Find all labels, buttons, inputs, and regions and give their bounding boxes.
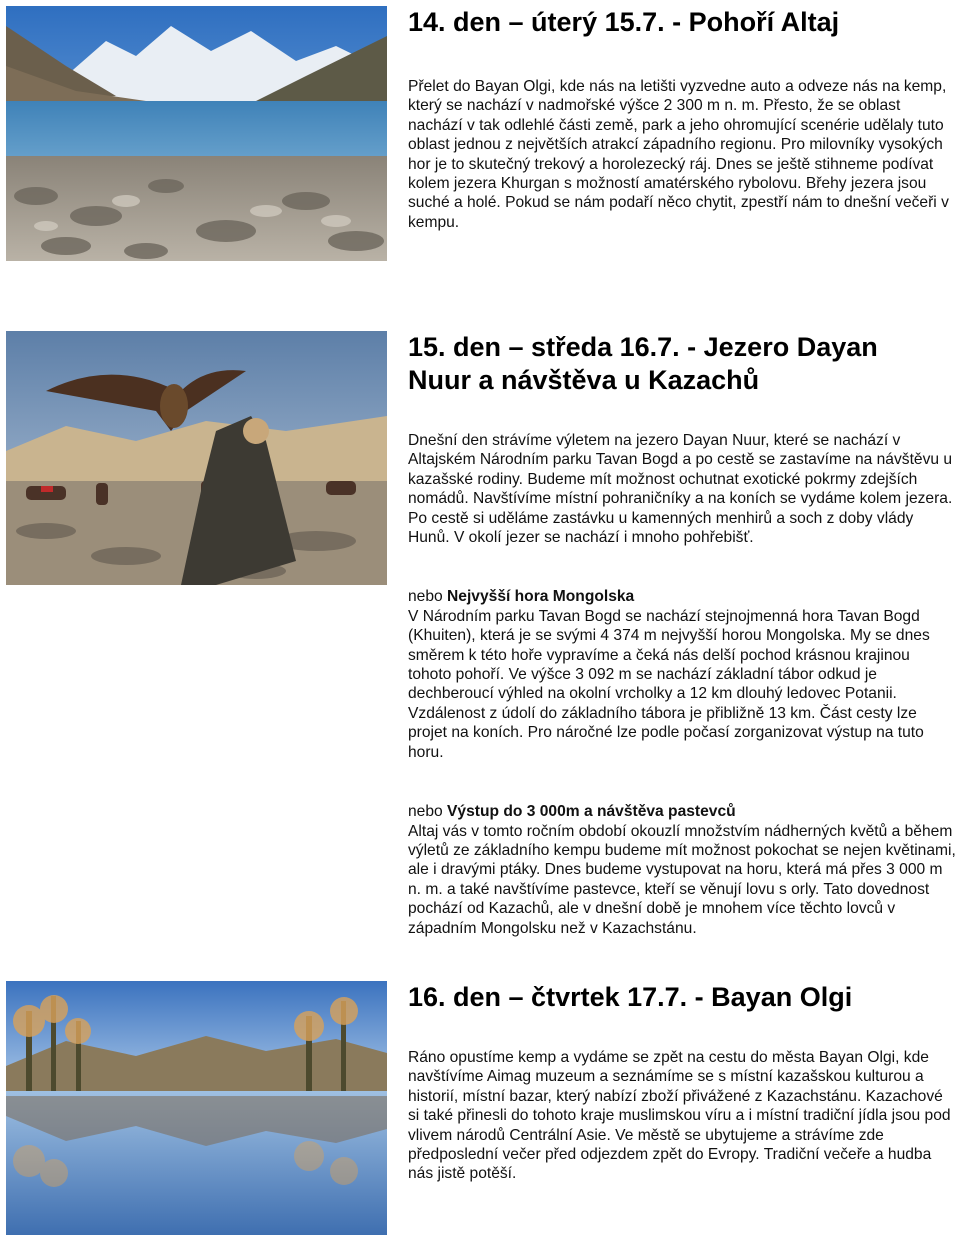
day-16-text: Ráno opustíme kemp a vydáme se zpět na cestu do města Bayan Olgi, kde navštívíme Aimag muzeum a seznámíme se s místní kazašskou kulturou a historií, místní bazar, který nabízí zboží přivážené z Kazachstánu. Kazachové si také přinesli do tohoto kraje muslimskou víru a i místní tradiční jídla jsou pod vlivem národů Centrální Asie. Ve městě se ubytujeme a strávíme zde předposlední večer před odjezdem zpět do Evropy. Tradiční večeře a hudba nás jistě potěší. [408,1049,951,1183]
day-14-title: 14. den – úterý 15.7. - Pohoří Altaj [408,7,840,37]
day-14-text: Přelet do Bayan Olgi, kde nás na letišti vyzvedne auto a odveze nás na kemp, který se nachází v nadmořské výšce 2 300 m n. m. Přesto, že se oblast nachází v tak odlehlé části země, park a jeho ohromující scenérie udělaly tuto oblast jednou z největších atrakcí západního regionu. Pro milovníky vysokých hor je to skutečný trekový a horolezecký ráj. Dnes se ještě stihneme podívat kolem jezera Khurgan s možností amatérského rybolovu. Břehy jezera jsou suché a holé. Pokud se nám podaří něco chytit, zpestří nám to dnešní večeři v kempu. [408,78,949,231]
day-16-title: 16. den – čtvrtek 17.7. - Bayan Olgi [408,982,853,1012]
day-14-section [408,6,956,232]
day-15-title: 15. den – středa 16.7. - Jezero Dayan Nuur a návštěva u Kazachů [408,332,878,395]
option-2-prefix: nebo [408,803,448,821]
photo-lake-reflection [6,981,387,1235]
option-1-heading: Nejvyšší hora Mongolska [447,588,635,606]
photo-mountain-lake [6,6,387,261]
option-2-heading: Výstup do 3 000m a návštěva pastevců [447,803,736,821]
option-2-text: Altaj vás v tomto ročním období okouzlí množstvím nádherných květů a během výletů ze základního kempu budeme mít možnost pokochat se nejen květinami, ale i dravými ptáky. Dnes budeme vystupovat na horu, která má přes 3 000 m n. m. a také navštívíme pastevce, kteří se věnují lovu s orly. Tato dovednost pochází od Kazachů, ale v dnešní době je mnohem více těchto lovců v západním Mongolsku než v Kazachstánu. [408,822,956,937]
day-15-option-1 [408,587,956,762]
option-1-prefix: nebo [408,588,448,606]
day-16-section [408,981,956,1184]
option-1-text: V Národním parku Tavan Bogd se nachází stejnojmenná hora Tavan Bogd (Khuiten), která je se svými 4 374 m nejvyšší horou Mongolska. My se dnes směrem k této hoře vypravíme a čeká nás delší pochod krásnou krajinou tohoto pohoří. Ve výšce 3 092 m se nachází základní tábor odkud je dechberoucí výhled na okolní vrcholky a 12 km dlouhý ledovec Potanii. Vzdálenost z údolí do základního tábora je přibližně 13 km. Část cesty lze projet na koních. Pro náročné lze podle počasí zorganizovat výstup na tuto horu. [408,607,930,761]
photo-eagle-hunter [6,331,387,585]
day-15-option-2 [408,802,956,938]
day-15-section [408,331,956,938]
day-15-text: Dnešní den strávíme výletem na jezero Dayan Nuur, které se nachází v Altajském Národním parku Tavan Bogd a po cestě se zastavíme na návštěvu u kazašské rodiny. Budeme mít možnost ochutnat exotické pokrmy zdejších nomádů. Navštívíme místní pohraničníky a na koních se vydáme kolem jezera. Po cestě si uděláme zastávku u kamenných menhirů a soch z doby vlády Hunů. V okolí jezer se nachází i mnoho pohřebišť. [408,432,953,547]
